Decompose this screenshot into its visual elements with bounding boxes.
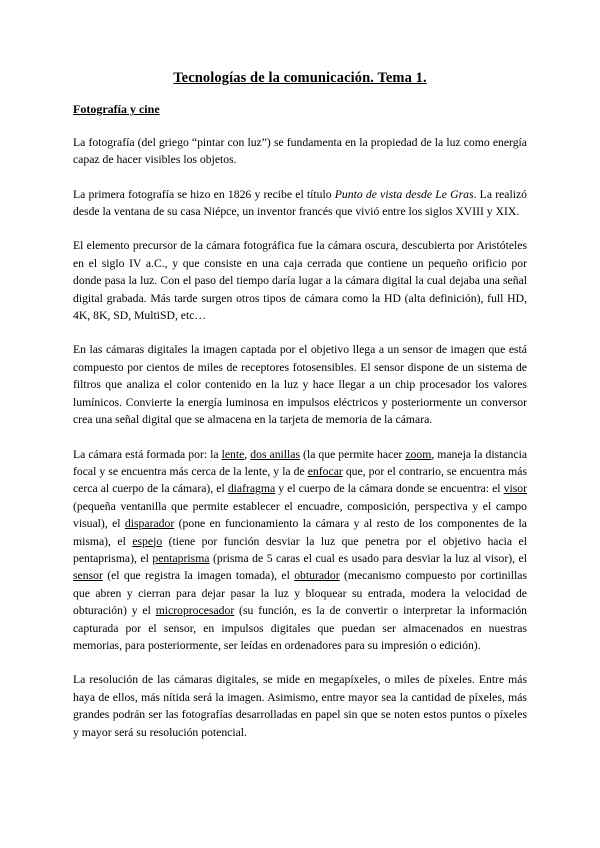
text-run: (su función, es la de convertir o interpretar la información capturada por el sensor, en impulsos digitales que puedan ser almacenados en nuestras memorias, para posteriormente, ser leídas en ordenadores para su impresión o edición). [73, 604, 528, 652]
page-title: Tecnologías de la comunicación. Tema 1. [173, 70, 427, 86]
text-run: (pone en funcionamiento la cámara y al resto de los componentes de la misma), el [73, 517, 527, 548]
text-run: (pequeña ventanilla que permite establecer el encuadre, composición, perspectiva y el campo visual), el [73, 499, 527, 531]
paragraph-digital-sensor: En las cámaras digitales la imagen captada por el objetivo llega a un sensor de imagen que está compuesto por cientos de miles de receptores fotosensibles. El sensor dispone de un sistema de filtros que analiza el color contenido en la luz y hace llegar a un chip procesador los valores lumínicos. Convierte la energía luminosa en impulsos eléctricos y posteriormente un conversor crea una señal digital que se almacena en la tarjeta de memoria de la cámara. [73, 343, 527, 427]
term-obturador: obturador [294, 569, 340, 583]
term-diafragma: diafragma [227, 482, 276, 496]
paragraph-resolution: La resolución de las cámaras digitales, se mide en megapíxeles, o miles de píxeles. Entre más haya de ellos, más nítida será la imagen. Asimismo, entre mayor sea la cantidad de píxeles, más grandes podrán ser las fotografías desarrolladas en papel sin que se noten estos puntos o píxeles y mayor será su resolución potencial. [73, 673, 527, 739]
term-zoom: zoom [405, 447, 432, 461]
term-disparador: disparador [124, 517, 175, 531]
text-run: La primera fotografía se hizo en 1826 y recibe el título [73, 187, 335, 201]
text-run: (mecanismo compuesto por cortinillas que abren y cierran para dejar pasar la luz y bloquear su entrada, modera la velocidad de obturación) y el [73, 569, 528, 618]
paragraph-photography-definition: La fotografía (del griego “pintar con luz”) se fundamenta en la propiedad de la luz como energía capaz de hacer visibles los objetos. [73, 135, 527, 167]
text-run: La cámara está formada por: la [73, 447, 222, 461]
text-run: (la que permite hacer [300, 447, 406, 461]
term-visor: visor [503, 482, 527, 496]
term-microprocesador: microprocesador [155, 604, 235, 618]
term-sensor: sensor [73, 569, 103, 583]
text-run: . La realizó desde la ventana de su casa Niépce, un inventor francés que vivió entre los siglos XVIII y XIX. [73, 187, 528, 219]
term-enfocar: enfocar [307, 464, 343, 478]
paragraph-camera-obscura: El elemento precursor de la cámara fotográfica fue la cámara oscura, descubierta por Aristóteles en el siglo IV a.C., y que consiste en una caja cerrada que contiene un pequeño orificio por donde pasa la luz. Con el paso del tiempo daría lugar a la cámara digital la cual dejaba una señal digital grabada. Más tarde surgen otros tipos de cámara como la HD (alta definición), full HD, 4K, 8K, SD, MultiSD, etc… [73, 239, 527, 323]
photo-title-italic: Punto de vista desde Le Gras [334, 187, 474, 201]
text-run: (el que registra la imagen tomada), el [102, 569, 295, 583]
paragraph-first-photograph [73, 186, 527, 221]
term-lente: lente [221, 447, 245, 461]
text-run: , maneja la distancia focal y se encuentra más cerca de la lente, y la de [73, 447, 528, 478]
text-run: (tiene por función desviar la luz que penetra por el objetivo hacia el pentaprisma), el [73, 534, 527, 565]
text-run: , [244, 447, 251, 461]
paragraph-camera-parts [73, 446, 527, 655]
term-dos-anillas: dos anillas [250, 447, 301, 461]
text-run: y el cuerpo de la cámara donde se encuentra: el [275, 482, 504, 496]
term-pentaprisma: pentaprisma [152, 551, 210, 565]
text-run: (prisma de 5 caras el cual es usado para desviar la luz al visor), el [209, 551, 527, 565]
term-espejo: espejo [132, 534, 163, 548]
text-run: que, por el contrario, se encuentra más cerca al cuerpo de la cámara), el [73, 464, 527, 496]
section-heading: Fotografía y cine [73, 102, 160, 117]
document-body [73, 70, 527, 741]
